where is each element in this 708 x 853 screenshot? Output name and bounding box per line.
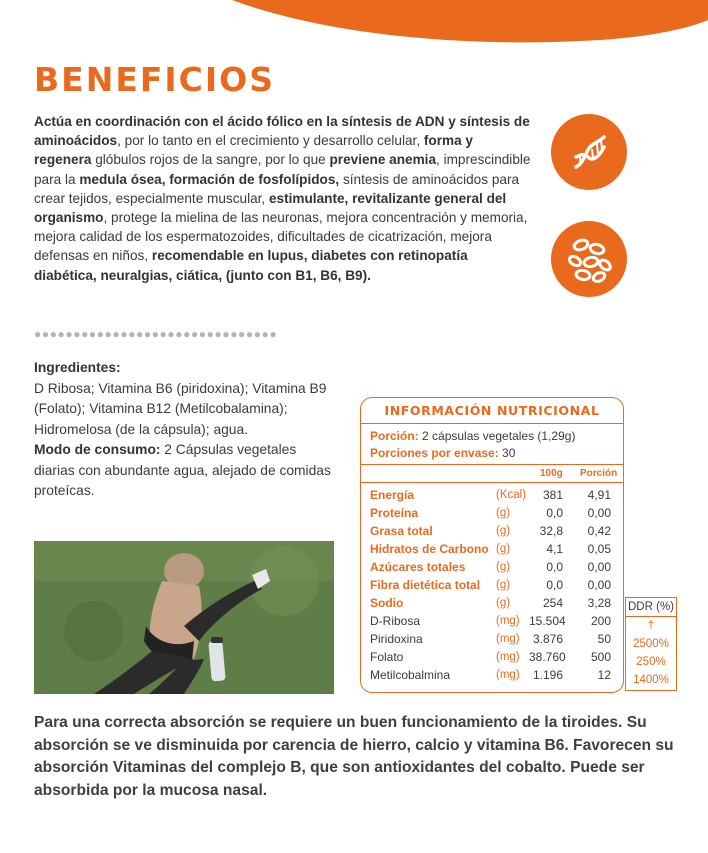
ddr-value: 250%	[636, 656, 666, 668]
nutrition-v100: 1.196	[532, 668, 563, 682]
nutrition-name: Hidratos de Carbono	[370, 542, 489, 556]
nutrition-unit: (mg)	[496, 615, 520, 627]
nutrition-name: Proteína	[370, 506, 419, 520]
nutrition-name: Azúcares totales	[370, 560, 466, 574]
ingredients-label: Ingredientes:	[34, 360, 121, 375]
nutrition-v100: 3.876	[532, 632, 563, 646]
dna-icon	[551, 114, 627, 190]
ddr-column	[625, 597, 677, 691]
nutrition-row	[361, 540, 623, 558]
nutrition-row	[361, 486, 623, 504]
dotted-separator: ●●●●●●●●●●●●●●●●●●●●●●●●●●●●●●●	[34, 327, 278, 341]
nutrition-divider	[361, 423, 623, 424]
nutrition-unit: (mg)	[496, 651, 520, 663]
nutrition-row	[361, 666, 623, 684]
nutrition-name: Energía	[370, 488, 415, 502]
nutrition-vpor: 3,28	[587, 596, 611, 610]
nutrition-row	[361, 504, 623, 522]
ddr-value: 1400%	[633, 674, 669, 686]
nutrition-divider	[361, 482, 623, 483]
ingredients-text: D Ribosa; Vitamina B6 (piridoxina); Vitamina B9 (Folato); Vitamina B12 (Metilcobalamina); Hidromelosa (de la cápsula); agua.	[34, 380, 327, 437]
nutrition-vpor: 0,05	[587, 542, 611, 556]
nutrition-vpor: 0,42	[587, 524, 611, 538]
nutrition-vpor: 200	[590, 614, 611, 628]
red-blood-cells-icon	[551, 221, 627, 297]
nutrition-vpor: 4,91	[587, 488, 611, 502]
nutrition-divider	[361, 464, 623, 465]
page-title: BENEFICIOS	[34, 60, 275, 99]
nutrition-row	[361, 576, 623, 594]
ingredients-block	[34, 358, 334, 502]
ddr-value: 2500%	[633, 638, 669, 650]
nutrition-v100: 0,0	[546, 578, 563, 592]
nutrition-v100: 381	[542, 488, 563, 502]
col-100g-header: 100g	[540, 468, 563, 479]
absorption-note: Para una correcta absorción se requiere un buen funcionamiento de la tiroides. Su absorción se ve disminuida por carencia de hierro, calcio y vitamina B6. Favorecen su absorción Vitaminas del complejo B, que son antioxidantes del cobalto. Puede ser absorbida por la mucosa nasal.	[34, 714, 674, 799]
nutrition-v100: 4,1	[546, 542, 563, 556]
nutrition-name: Piridoxina	[370, 632, 423, 646]
nutrition-name: Folato	[370, 650, 404, 664]
nutrition-v100: 15.504	[529, 614, 566, 628]
servings-line: Porciones por envase: 30	[370, 446, 516, 460]
nutrition-table	[360, 397, 624, 693]
nutrition-v100: 32,8	[539, 524, 563, 538]
nutrition-name: D-Ribosa	[370, 614, 421, 628]
portion-line: Porción: 2 cápsulas vegetales (1,29g)	[370, 429, 576, 443]
nutrition-vpor: 500	[590, 650, 611, 664]
nutrition-unit: (g)	[496, 543, 511, 555]
nutrition-unit: (g)	[496, 525, 511, 537]
nutrition-unit: (g)	[496, 507, 511, 519]
nutrition-name: Fibra dietética total	[370, 578, 481, 592]
nutrition-vpor: 12	[597, 668, 611, 682]
woman-stretching-photo	[34, 541, 334, 694]
nutrition-unit: (mg)	[496, 633, 520, 645]
nutrition-row	[361, 630, 623, 648]
col-portion-header: Porción	[580, 468, 618, 479]
nutrition-row	[361, 648, 623, 666]
nutrition-v100: 0,0	[546, 506, 563, 520]
nutrition-row	[361, 522, 623, 540]
nutrition-row	[361, 612, 623, 630]
usage-label: Modo de consumo:	[34, 442, 161, 457]
nutrition-unit: (g)	[496, 561, 511, 573]
nutrition-v100: 38.760	[529, 650, 566, 664]
nutrition-v100: 0,0	[546, 560, 563, 574]
nutrition-unit: (g)	[496, 597, 511, 609]
nutrition-title: INFORMACIÓN NUTRICIONAL	[384, 403, 600, 418]
nutrition-row	[361, 558, 623, 576]
nutrition-vpor: 50	[597, 632, 611, 646]
nutrition-name: Sodio	[370, 596, 404, 610]
ddr-value: †	[647, 620, 655, 632]
nutrition-name: Grasa total	[370, 524, 433, 538]
nutrition-vpor: 0,00	[587, 578, 611, 592]
nutrition-vpor: 0,00	[587, 560, 611, 574]
nutrition-unit: (mg)	[496, 669, 520, 681]
nutrition-name: Metilcobalmina	[370, 668, 451, 682]
nutrition-unit: (Kcal)	[496, 489, 527, 501]
ddr-header: DDR (%)	[626, 598, 676, 617]
usage-text: 2 Cápsulas vegetales diarias con abundante agua, alejado de comidas proteícas.	[34, 442, 331, 498]
nutrition-unit: (g)	[496, 579, 511, 591]
nutrition-row	[361, 594, 623, 612]
nutrition-v100: 254	[542, 596, 563, 610]
benefits-paragraph: Actúa en coordinación con el ácido fólico en la síntesis de ADN y síntesis de aminoácidos, por lo tanto en el crecimiento y desarrollo celular, forma y regenera glóbulos rojos de la sangre, por lo que previene anemia, imprescindible para la medula ósea, formación de fosfolípidos, síntesis de aminoácidos para crear tejidos, especialmente muscular, estimulante, revitalizante general del organismo, protege la mielina de las neuronas, mejora concentración y memoria, mejora calidad de los espermatozoides, dificultades de cicatrización, mejora defensas en niños, recomendable en lupus, diabetes con retinopatía diabética, neuralgias, ciática, (junto con B1, B6, B9).	[34, 114, 531, 283]
nutrition-vpor: 0,00	[587, 506, 611, 520]
